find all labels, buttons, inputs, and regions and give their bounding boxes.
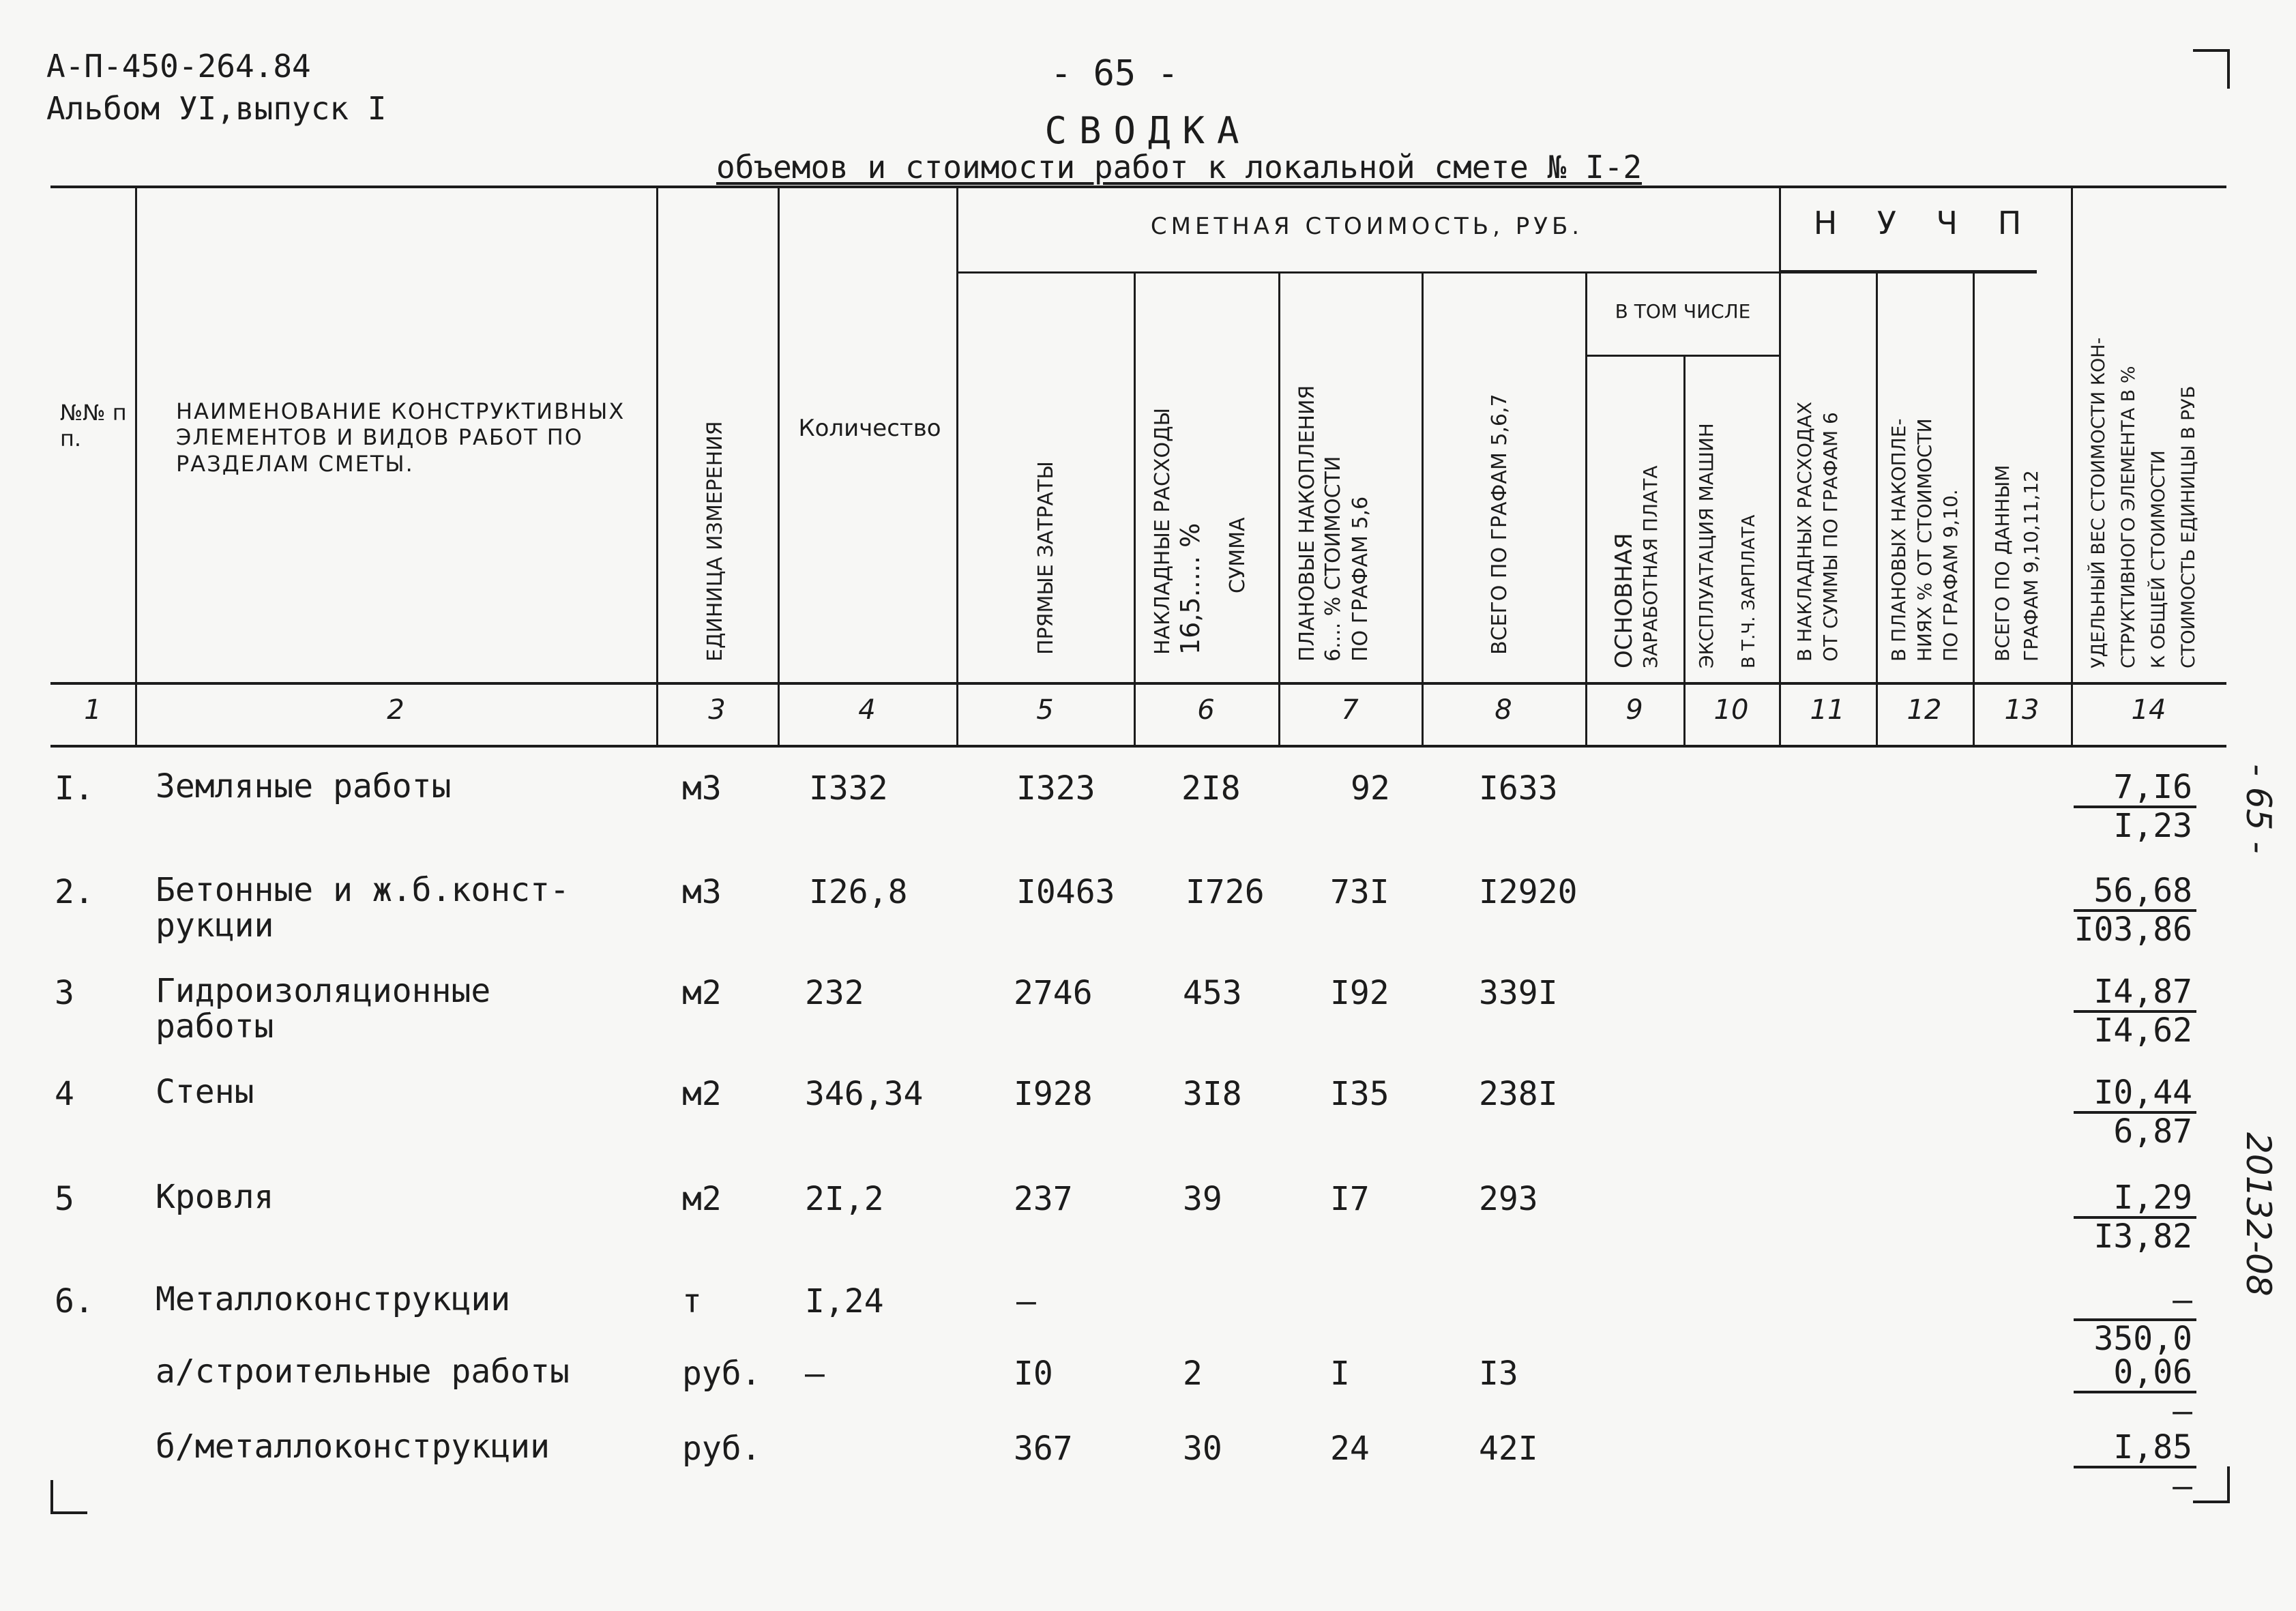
row-overhead: I726 [1186, 873, 1265, 911]
table-top-rule [50, 186, 2226, 188]
row-number: 3 [55, 974, 74, 1012]
row-quantity: 2I,2 [805, 1180, 884, 1218]
header-col10-line2: В Т.Ч. ЗАРПЛАТА [1739, 514, 1759, 668]
row-name: Кровля [156, 1178, 274, 1216]
header-col11-line2: ОТ СУММЫ ПО ГРАФАМ 6 [1819, 412, 1842, 662]
header-col11-line1: В НАКЛАДНЫХ РАСХОДАХ [1793, 401, 1816, 662]
col-divider [1973, 271, 1975, 745]
row-total: 238I [1479, 1075, 1558, 1113]
row-direct-costs: 2746 [1014, 974, 1093, 1012]
row-quantity: – [805, 1355, 825, 1393]
row-quantity: 232 [805, 974, 864, 1012]
header-col3: ЕДИНИЦА ИЗМЕРЕНИЯ [703, 421, 727, 662]
row-unit: м2 [682, 1075, 722, 1113]
row-number: 5 [55, 1180, 74, 1218]
row-overhead: 3I8 [1183, 1075, 1242, 1113]
row-share-percent: 56,68 [2074, 873, 2196, 912]
row-overhead: 30 [1183, 1430, 1222, 1468]
column-number: 14 [2131, 694, 2166, 726]
header-col14-line4: СТОИМОСТЬ ЕДИНИЦЫ В РУБ [2178, 385, 2199, 668]
corner-mark-top-right [2193, 49, 2230, 89]
row-planned-savings: I92 [1330, 974, 1389, 1012]
row-unit: руб. [682, 1430, 761, 1468]
header-col1: №№ п п. [60, 400, 127, 452]
column-number: 4 [858, 694, 876, 726]
col-divider [135, 186, 137, 745]
column-number: 6 [1197, 694, 1215, 726]
row-total: I633 [1479, 769, 1558, 808]
column-number: 5 [1036, 694, 1054, 726]
row-overhead: 2 [1183, 1355, 1203, 1393]
header-col13-line1: ВСЕГО ПО ДАННЫМ [1991, 464, 2014, 662]
row-name: Гидроизоляционные [156, 972, 491, 1010]
row-name: а/строительные работы [156, 1353, 570, 1391]
row-direct-costs: 237 [1014, 1180, 1073, 1218]
row-share-percent: I4,87 [2074, 974, 2196, 1013]
row-overhead: 453 [1183, 974, 1242, 1012]
row-share-percent: I,85 [2074, 1430, 2196, 1468]
row-share-fraction [2074, 1282, 2196, 1357]
col-divider [2071, 186, 2073, 745]
column-number: 9 [1625, 694, 1643, 726]
page-number: - 65 - [1050, 53, 1179, 94]
row-planned-savings: I35 [1330, 1075, 1389, 1113]
header-col12-line1: В ПЛАНОВЫХ НАКОПЛЕ- [1887, 418, 1910, 662]
column-number: 1 [84, 694, 102, 726]
column-number: 7 [1341, 694, 1359, 726]
header-col8: ВСЕГО ПО ГРАФАМ 5,6,7 [1488, 394, 1512, 655]
album-label: Альбом УI,выпуск I [46, 90, 387, 127]
header-col4: Количество [798, 415, 941, 442]
row-unit: м3 [682, 873, 722, 911]
row-unit-cost: – [2173, 1391, 2192, 1430]
row-name: Земляные работы [156, 767, 452, 806]
row-unit-cost: I03,86 [2074, 910, 2192, 949]
column-number: 13 [2004, 694, 2040, 726]
row-direct-costs: I323 [1016, 769, 1095, 808]
header-col13-line2: ГРАФАМ 9,10,11,12 [2020, 470, 2042, 662]
row-share-percent: 7,I6 [2074, 769, 2196, 808]
col-divider [956, 186, 958, 745]
row-planned-savings: 73I [1330, 873, 1389, 911]
col-divider [1779, 186, 1781, 745]
row-direct-costs: – [1016, 1282, 1036, 1320]
header-col12-line2: НИЯХ % ОТ СТОИМОСТИ [1913, 418, 1936, 662]
col-divider [1683, 355, 1686, 745]
header-col14-line2: СТРУКТИВНОГО ЭЛЕМЕНТА В % [2118, 366, 2139, 668]
row-name-continued: рукции [156, 906, 274, 945]
margin-archive-number: 20132-08 [2239, 1132, 2278, 1297]
nuchp-group-rule [1780, 270, 2037, 272]
row-unit-cost: – [2173, 1466, 2192, 1505]
header-col14-line3: К ОБЩЕЙ СТОИМОСТИ [2148, 450, 2169, 668]
header-col12-line3: ПО ГРАФАМ 9,10. [1939, 489, 1962, 662]
header-col7-line3: ПО ГРАФАМ 5,6 [1349, 496, 1372, 662]
row-total: I3 [1479, 1355, 1518, 1393]
row-number: 2. [55, 873, 94, 911]
row-share-percent: 0,06 [2074, 1355, 2196, 1393]
document-code: А-П-450-264.84 [46, 48, 311, 85]
corner-mark-bottom-left [50, 1480, 87, 1514]
row-name-continued: работы [156, 1007, 274, 1046]
row-direct-costs: I0463 [1016, 873, 1115, 911]
row-total: 42I [1479, 1430, 1538, 1468]
page-title: СВОДКА [1044, 109, 1252, 152]
header-col9-line2: ЗАРАБОТНАЯ ПЛАТА [1639, 465, 1662, 668]
row-number: 4 [55, 1075, 74, 1113]
row-name: Стены [156, 1073, 254, 1111]
col-divider [778, 186, 780, 745]
row-direct-costs: I0 [1014, 1355, 1053, 1393]
row-share-percent: I0,44 [2074, 1075, 2196, 1114]
header-incl-group: В ТОМ ЧИСЛЕ [1615, 300, 1751, 323]
row-number: 6. [55, 1282, 94, 1320]
col-divider [1585, 271, 1587, 745]
header-col6-line2: 16,5..... % [1175, 522, 1205, 655]
row-share-fraction [2074, 1180, 2196, 1255]
header-col6-line1: НАКЛАДНЫЕ РАСХОДЫ [1151, 407, 1175, 655]
row-name: Металлоконструкции [156, 1280, 511, 1318]
col-divider [1134, 271, 1136, 745]
row-quantity: 346,34 [805, 1075, 924, 1113]
header-bottom-rule [50, 682, 2226, 685]
header-col7-line2: 6.... % СТОИМОСТИ [1321, 456, 1345, 662]
page-subtitle: объемов и стоимости работ к локальной смете № I-2 [716, 149, 1643, 186]
row-share-fraction [2074, 873, 2196, 948]
row-unit: м3 [682, 769, 722, 808]
header-col9-line1: ОСНОВНАЯ [1610, 533, 1638, 668]
row-total: 293 [1479, 1180, 1538, 1218]
row-planned-savings: I [1330, 1355, 1350, 1393]
row-planned-savings: 92 [1351, 769, 1390, 808]
row-unit: руб. [682, 1355, 761, 1393]
row-unit-cost: I4,62 [2093, 1011, 2192, 1050]
row-unit-cost: I,23 [2113, 806, 2192, 845]
header-nuchp-group: Н У Ч П [1813, 205, 2037, 241]
row-quantity: I26,8 [809, 873, 908, 911]
colnum-bottom-rule [50, 745, 2226, 748]
row-planned-savings: 24 [1330, 1430, 1370, 1468]
header-col6-line3: СУММА [1226, 517, 1250, 593]
row-quantity: I332 [809, 769, 888, 808]
header-col2: НАИМЕНОВАНИЕ КОНСТРУКТИВНЫХ ЭЛЕМЕНТОВ И ВИДОВ РАБОТ ПО РАЗДЕЛАМ СМЕТЫ. [176, 398, 625, 477]
header-col7-line1: ПЛАНОВЫЕ НАКОПЛЕНИЯ [1295, 385, 1319, 662]
row-number: I. [55, 769, 94, 808]
col-divider [1422, 271, 1424, 745]
row-unit-cost: I3,82 [2093, 1217, 2192, 1256]
column-number: 10 [1713, 694, 1749, 726]
row-unit-cost: 6,87 [2113, 1112, 2192, 1151]
header-col5: ПРЯМЫЕ ЗАТРАТЫ [1034, 461, 1058, 655]
column-number: 11 [1810, 694, 1845, 726]
header-col10-line1: ЭКСПЛУАТАЦИЯ МАШИН [1695, 423, 1718, 668]
row-name: Бетонные и ж.б.конст- [156, 871, 570, 909]
column-number: 3 [708, 694, 726, 726]
header-col14-line1: УДЕЛЬНЫЙ ВЕС СТОИМОСТИ КОН- [2088, 337, 2109, 668]
row-total: I2920 [1479, 873, 1578, 911]
row-share-fraction [2074, 1430, 2196, 1505]
row-unit: т [682, 1282, 702, 1320]
row-share-fraction [2074, 1075, 2196, 1150]
row-overhead: 2I8 [1181, 769, 1241, 808]
incl-group-rule [1587, 355, 1779, 357]
row-planned-savings: I7 [1330, 1180, 1370, 1218]
row-share-fraction [2074, 974, 2196, 1049]
row-overhead: 39 [1183, 1180, 1222, 1218]
row-direct-costs: I928 [1014, 1075, 1093, 1113]
row-name: б/металлоконструкции [156, 1428, 550, 1466]
row-unit-cost: 350,0 [2093, 1319, 2192, 1358]
corner-mark-bottom-right [2193, 1466, 2230, 1503]
margin-page-number: - 65 - [2239, 764, 2278, 854]
column-number: 2 [387, 694, 404, 726]
column-number: 12 [1907, 694, 1942, 726]
row-total: 339I [1479, 974, 1558, 1012]
col-divider [1876, 271, 1878, 745]
row-share-fraction [2074, 769, 2196, 844]
row-direct-costs: 367 [1014, 1430, 1073, 1468]
row-share-percent: I,29 [2074, 1180, 2196, 1219]
row-unit: м2 [682, 1180, 722, 1218]
row-share-percent: – [2074, 1282, 2196, 1321]
header-cost-group: СМЕТНАЯ СТОИМОСТЬ, РУБ. [1150, 213, 1584, 240]
row-quantity: I,24 [805, 1282, 884, 1320]
column-number: 8 [1495, 694, 1512, 726]
col-divider [1278, 271, 1280, 745]
row-unit: м2 [682, 974, 722, 1012]
row-share-fraction [2074, 1355, 2196, 1430]
